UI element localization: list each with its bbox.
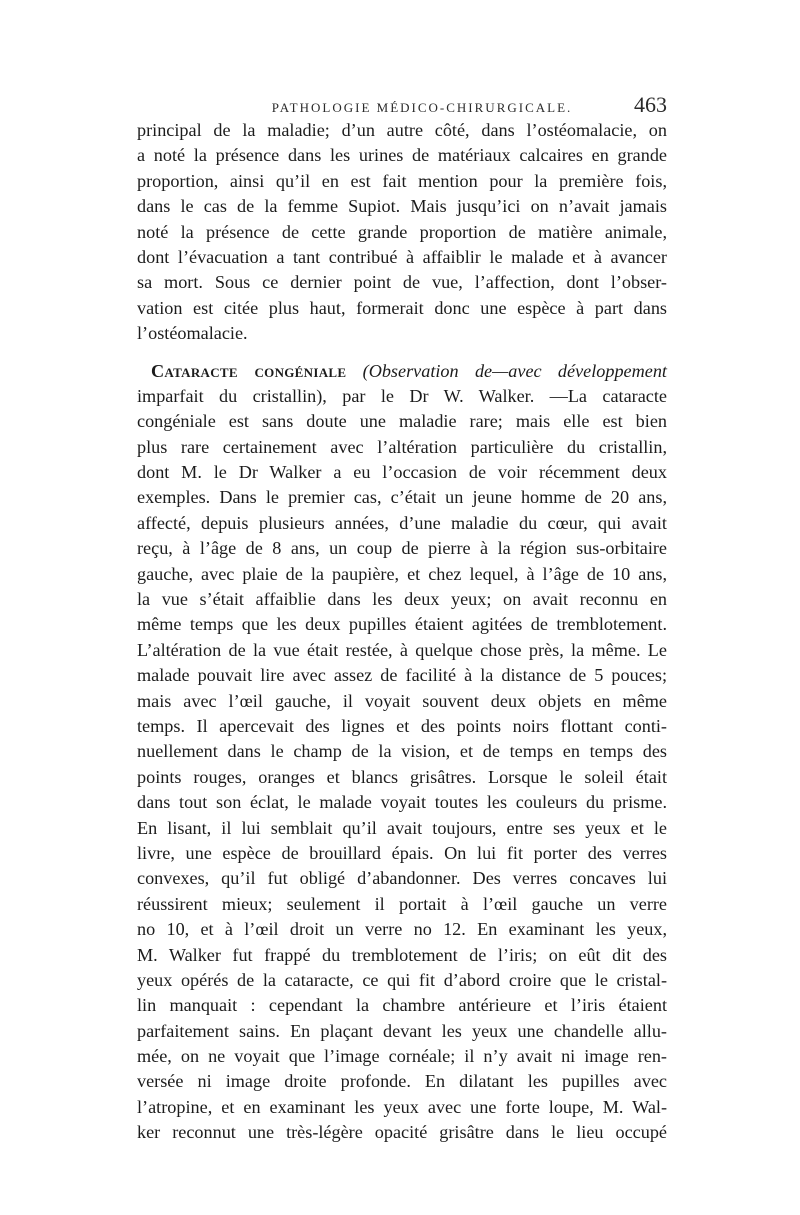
- page-number: 463: [634, 92, 667, 117]
- text-line: nuellement dans le champ de la vision, et de temps en temps des: [137, 741, 667, 762]
- section-heading-line: [137, 359, 667, 384]
- book-page: [137, 92, 667, 1146]
- text-line: l’ostéomalacie.: [137, 323, 248, 344]
- text-line: sa mort. Sous ce dernier point de vue, l’affection, dont l’obser-: [137, 272, 667, 293]
- text-line: principal de la maladie; d’un autre côté, dans l’ostéomalacie, on: [137, 120, 667, 140]
- text-line: a noté la présence dans les urines de matériaux calcaires en grande: [137, 145, 667, 166]
- text-line: dont M. le Dr Walker a eu l’occasion de voir récemment deux: [137, 462, 667, 483]
- text-line: points rouges, oranges et blancs grisâtres. Lorsque le soleil était: [137, 766, 667, 787]
- text-line: proportion, ainsi qu’il en est fait mention pour la première fois,: [137, 170, 667, 191]
- text-line: congéniale est sans doute une maladie rare; mais elle est bien: [137, 411, 667, 432]
- text-line: malade pouvait lire avec assez de facilité à la distance de 5 pouces;: [137, 665, 667, 686]
- text-line: lin manquait : cependant la chambre antérieure et l’iris étaient: [137, 995, 667, 1016]
- text-line: versée ni image droite profonde. En dilatant les pupilles avec: [137, 1071, 667, 1092]
- text-line: même temps que les deux pupilles étaient agitées de tremblotement.: [137, 614, 667, 635]
- text-line: reçu, à l’âge de 8 ans, un coup de pierre à la région sus-orbitaire: [137, 538, 667, 559]
- text-line: dans tout son éclat, le malade voyait toutes les couleurs du prisme.: [137, 792, 667, 813]
- section-heading-label: Cataracte congéniale: [151, 360, 347, 381]
- text-line: réussirent mieux; seulement il portait à l’œil gauche un verre: [137, 893, 667, 914]
- text-line: temps. Il apercevait des lignes et des points noirs flottant conti-: [137, 715, 667, 736]
- text-line: imparfait du cristallin), par le Dr W. Walker. —La cataracte: [137, 385, 667, 406]
- text-line: plus rare certainement avec l’altération particulière du cristallin,: [137, 436, 667, 457]
- paragraph-cataracte: [137, 359, 667, 1146]
- text-line: livre, une espèce de brouillard épais. On lui fit porter des verres: [137, 842, 667, 863]
- text-line: En lisant, il lui semblait qu’il avait toujours, entre ses yeux et le: [137, 817, 667, 838]
- text-line: affecté, depuis plusieurs années, d’une maladie du cœur, qui avait: [137, 512, 667, 533]
- text-line: exemples. Dans le premier cas, c’était un jeune homme de 20 ans,: [137, 487, 667, 508]
- text-line: gauche, avec plaie de la paupière, et chez lequel, à l’âge de 10 ans,: [137, 563, 667, 584]
- text-line: la vue s’était affaiblie dans les deux yeux; on avait reconnu en: [137, 589, 667, 610]
- text-line: mais avec l’œil gauche, il voyait souvent deux objets en même: [137, 690, 667, 711]
- text-line: dans le cas de la femme Supiot. Mais jusqu’ici on n’avait jamais: [137, 196, 667, 217]
- text-line: L’altération de la vue était restée, à quelque chose près, la même. Le: [137, 639, 667, 660]
- text-line: no 10, et à l’œil droit un verre no 12. En examinant les yeux,: [137, 919, 667, 940]
- paragraph-osteomalacie: [137, 118, 667, 347]
- text-line: convexes, qu’il fut obligé d’abandonner. Des verres concaves lui: [137, 868, 667, 889]
- text-line: yeux opérés de la cataracte, ce qui fit d’abord croire que le cristal-: [137, 969, 667, 990]
- running-title: PATHOLOGIE MÉDICO-CHIRURGICALE.: [271, 100, 573, 115]
- text-line: l’atropine, et en examinant les yeux avec une forte loupe, M. Wal-: [137, 1096, 667, 1117]
- text-line: parfaitement sains. En plaçant devant les yeux une chandelle allu-: [137, 1020, 667, 1041]
- text-line: mée, on ne voyait que l’image cornéale; il n’y avait ni image ren-: [137, 1046, 667, 1067]
- text-line: noté la présence de cette grande proportion de matière animale,: [137, 221, 667, 242]
- text-line: ker reconnut une très-légère opacité grisâtre dans le lieu occupé: [137, 1122, 667, 1143]
- text-line: dont l’évacuation a tant contribué à affaiblir le malade et à avancer: [137, 246, 667, 267]
- text-line: M. Walker fut frappé du tremblotement de l’iris; on eût dit des: [137, 944, 667, 965]
- text-line: vation est citée plus haut, formerait donc une espèce à part dans: [137, 297, 667, 318]
- running-head: [137, 92, 667, 118]
- section-heading-title: (Observation de—avec développement: [346, 360, 667, 381]
